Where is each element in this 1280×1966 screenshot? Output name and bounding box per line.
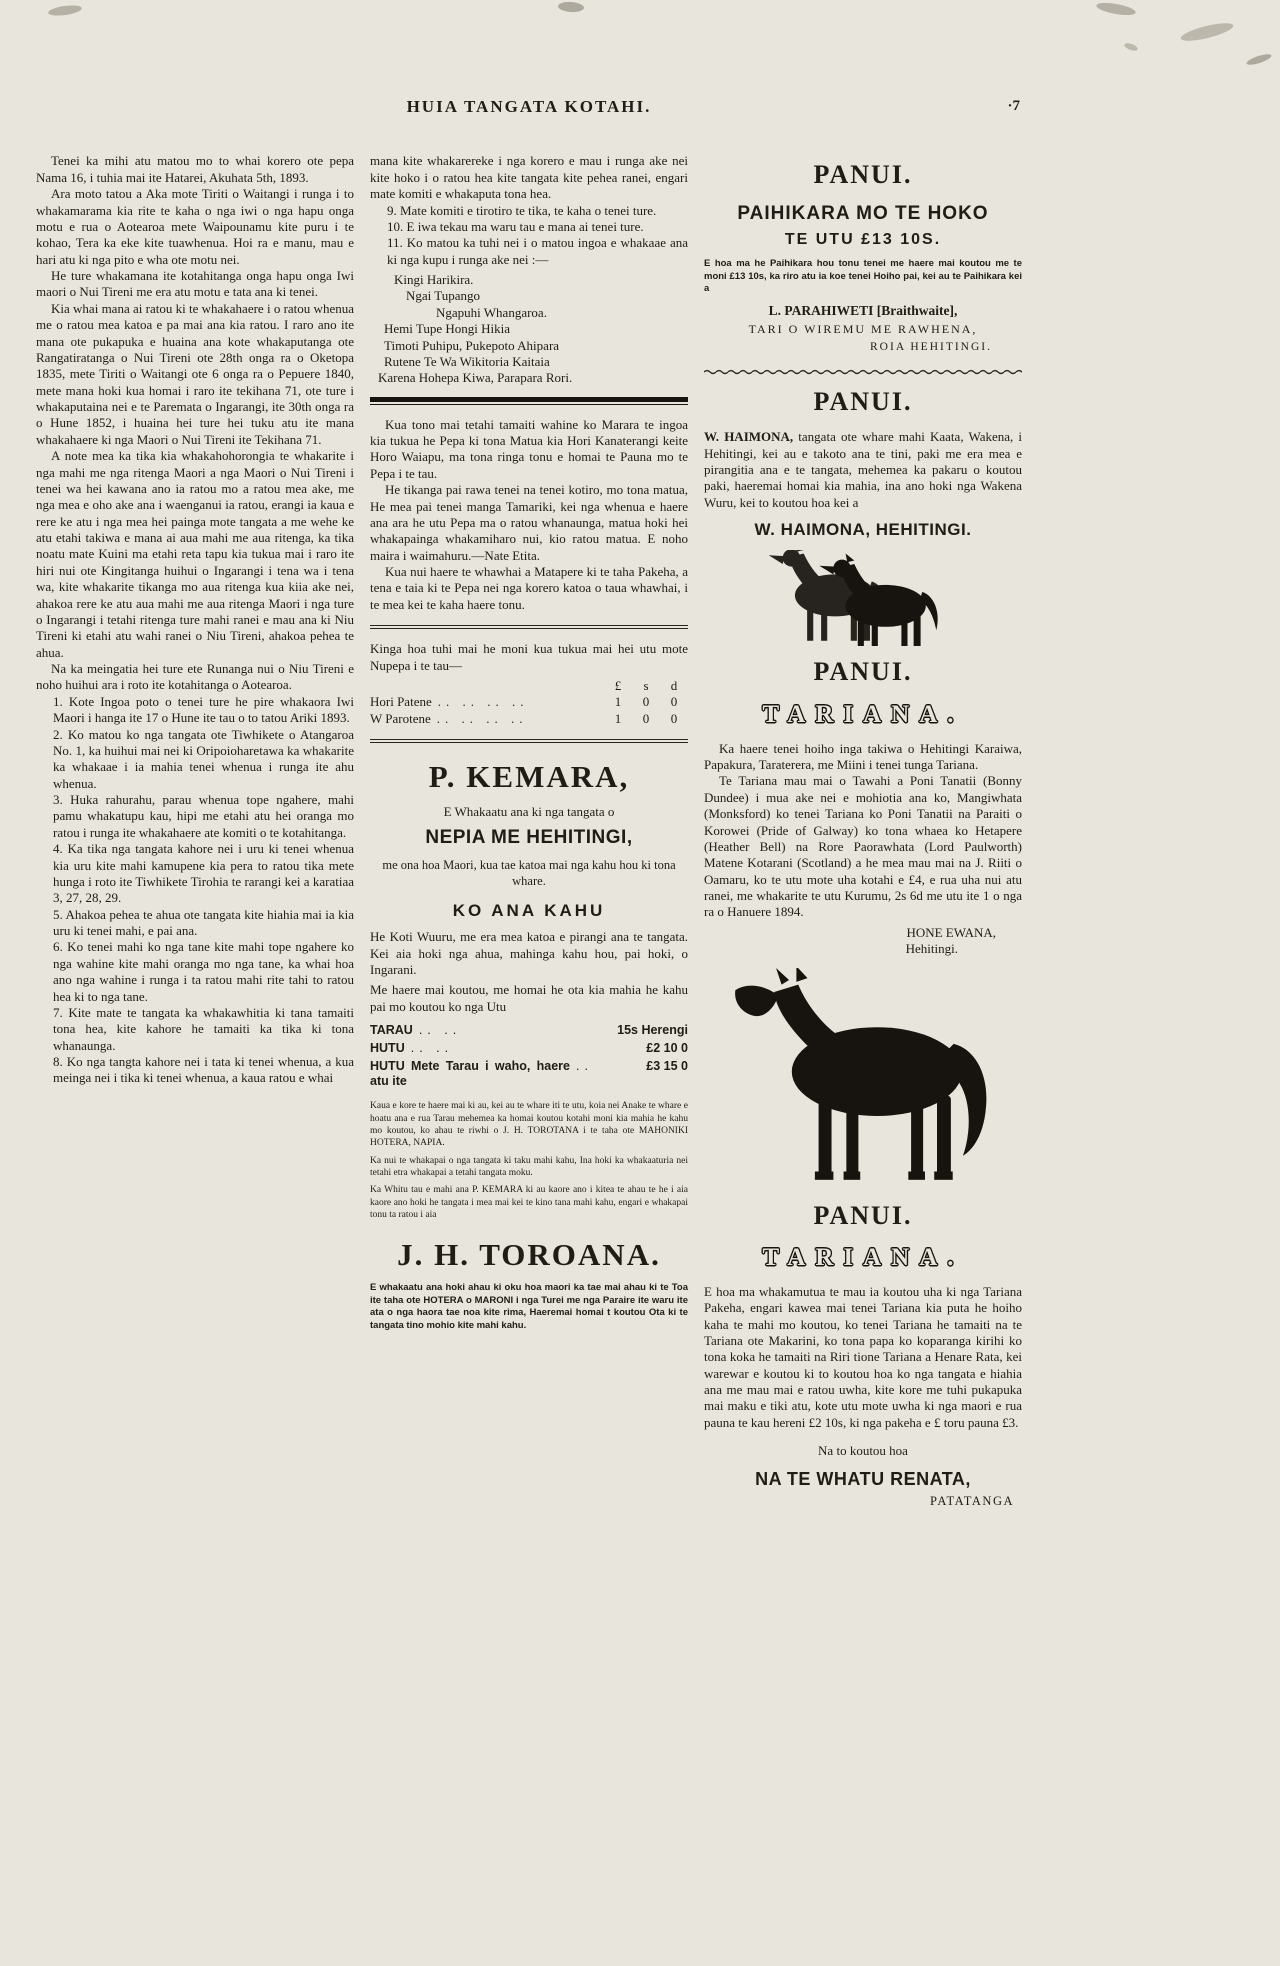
ad-signature-place: Hehitingi. bbox=[905, 941, 958, 957]
numbered-clause: 3. Huka rahurahu, parau whenua tope ngahere, mahi pamu whakatupu kau, hipi me etahi atu hei oranga mo ratou i runga ite whakahaere ate komiti o te kotahitanga. bbox=[53, 792, 354, 840]
ad-signature-place: PATATANGA bbox=[930, 1494, 1014, 1509]
table-row bbox=[370, 711, 688, 727]
price-table bbox=[370, 1023, 688, 1090]
price-row bbox=[370, 1041, 688, 1057]
numbered-clause: 4. Ka tika nga tangata kahore nei i uru ki tenei whenua kia uru kite mahi kamupene kia pera to ratou tika mete hunga i roto ite Tiwhikete Tirohia te rarangi kei a karatiaa 3, 27, 28, 29. bbox=[53, 841, 354, 906]
numbered-clause: 2. Ko matou ko nga tangata ote Tiwhikete o Atangaroa No. 1, ka huihui mai nei ki Oripoioharetawa ka whakarite ka whakaae i ia mahia tenei whenua i runga ite ahu whenua. bbox=[53, 726, 354, 791]
ad-signature-line: ROIA HEHITINGI. bbox=[870, 340, 992, 353]
paragraph: Kua nui haere te whawhai a Matapere ki te taha Pakeha, a tena e taia ki te Pepa nei nga korero katoa o taua whawhai, i te mea kei te kaha haere tonu. bbox=[370, 564, 688, 612]
scan-artifact bbox=[1123, 42, 1138, 52]
ad-title: J. H. TOROANA. bbox=[397, 1237, 661, 1273]
ad-paragraphs bbox=[704, 741, 1022, 921]
signatory-name: Ngapuhi Whangaroa. bbox=[436, 304, 547, 320]
subscription-table bbox=[370, 678, 688, 727]
amount-pound: 1 bbox=[614, 694, 622, 710]
paragraph: Te Tariana mau mai o Tawahi a Poni Tanatii (Bonny Dundee) i mua ake nei e mohiotia ana ko, Mangiwhata (Monksford) ko tenei Tariana ko Poni Tanatii na Paraiti o Korowei (Pride of Galway) ko tona whaea ko Hetapere (Heather Bell) na Rore Paorawhata (Lord Paulworth) Matene Kotarani (Scotland) a he mea mau mai na J. Riiti o Oamaru, ko te utu mote uha kotahi e £4, e rua uha nui atu ranei, me whakarite te utu Kurumu, 2s 6d me utu ite 1 o nga ra o Hanuere 1894. bbox=[704, 773, 1022, 920]
panui-heading: PANUI. bbox=[813, 1200, 913, 1230]
ad-subline: E Whakaatu ana ki nga tangata o bbox=[443, 804, 615, 820]
continuation-paragraph: mana kite whakarereke i nga korero e mau i runga ake nei kite hoko i o ratou hea kite tangata kite pehea ranei, engari mate komiti e whakaputa tona hea. bbox=[370, 153, 688, 202]
column-2 bbox=[370, 153, 688, 1337]
paragraph: Kua tono mai tetahi tamaiti wahine ko Marara te ingoa kia tukua he Pepa ki tona Matua kia Hori Kanaterangi keite Horo Waiapu, ma tona ringa tonu e homai te Pauna mo te Pepa i te tau. bbox=[370, 416, 688, 481]
dot-leaders: .. .. bbox=[418, 1023, 462, 1038]
col-header-pence: d bbox=[670, 677, 678, 693]
newspaper-title: HUIA TANGATA KOTAHI. bbox=[406, 97, 652, 116]
ad-fine-print: Kaua e kore te haere mai ki au, kei au te whare iti te utu, koia nei Anake te whare e hoatu ana e rua Tarau mehemea ka homai koutou kotahi moni kia mahia he kahu mo koutou, ko ahau te riwhi o J. H. TOROTANA i te taha ote MAHONIKI HOTERA, NAPIA. bbox=[370, 1101, 688, 1149]
column-3 bbox=[704, 153, 1022, 1510]
ad-signature-line: TARI O WIREMU ME RAWHENA, bbox=[748, 321, 978, 336]
scan-artifact bbox=[1095, 1, 1136, 18]
signatory-name: Kingi Harikira. bbox=[394, 272, 474, 288]
scan-artifact bbox=[48, 4, 83, 18]
ad-title: P. KEMARA, bbox=[428, 759, 630, 795]
ad-closing: Na to koutou hoa bbox=[818, 1443, 908, 1459]
news-paragraphs bbox=[370, 417, 688, 614]
scan-artifact bbox=[1179, 20, 1234, 45]
kemara-advertisement bbox=[370, 757, 688, 1221]
numbered-clause: 7. Kite mate te tangata ka whakawhitia ki tana tamaiti tona hea, kite kahore he tamaiti ka tika ki tona whanaunga. bbox=[53, 1004, 354, 1053]
panui-tariana-ad-1 bbox=[704, 656, 1022, 957]
paragraph: Kia whai mana ai ratou ki te whakahaere i o ratou whenua me o ratou mea katoa e pa mai ana kia ratou. I raro ano ite mana ote pukapuka e huaina ana kote whakaputanga ote Rangatiratanga o Nui Tireni ote 28th onga ra o Oketopa 1835, mete Tiriti o Waitangi ote 6 onga ra o Pepuere 1840, mete mana hoki kua homai i raro ite tekihana 71, ote ture i whakaputaina nei e te Paremata o Ingarangi, ite 30th onga ra o Hune 1852, i huaina hei ture hei tuku atu ite mana whakahaere ki nga Maori o Nui Tireni ite Tekihana 71. bbox=[36, 300, 354, 447]
paragraph: Tenei ka mihi atu matou mo to whai korero ote pepa Nama 16, i tuhia mai ite Hatarei, Akuhata 5th, 1893. bbox=[36, 153, 354, 185]
price-value: £3 15 0 bbox=[646, 1058, 688, 1073]
signatory-name: Karena Hohepa Kiwa, Parapara Rori. bbox=[378, 370, 573, 386]
divider-rule-heavy bbox=[370, 397, 688, 405]
horse-team-image bbox=[704, 550, 1022, 646]
ad-body-text: tangata ote whare mahi Kaata, Wakena, i Hehitingi, kei au e takoto ana te tini, paki me era mea e pirangitia ana e te tangata, mehemea ka pakaru o koutou paki, haeremai homai kia mahia, ina ano hoki nga Wakena Wuru, kei to koutou hoa kei a bbox=[704, 429, 1022, 510]
price-item: HUTU Mete Tarau i waho, haere atu ite bbox=[370, 1058, 570, 1089]
table-row bbox=[370, 694, 688, 710]
article-numbered-clauses bbox=[370, 203, 688, 269]
amount-shilling: 0 bbox=[642, 694, 650, 710]
signatory-name: Hemi Tupe Hongi Hikia bbox=[384, 321, 511, 337]
numbered-clause: 6. Ko tenei mahi ko nga tane kite mahi tope ngahere ko nga wahine kite mahi oranga mo nga tane, ka whai hoa ano nga wahine i runga i ta ratou mahi rite tahi to ratou hea ki to nga tane. bbox=[53, 939, 354, 1004]
numbered-clause: 9. Mate komiti e tirotiro te tika, te kaha o tenei ture. bbox=[387, 202, 657, 218]
ad-lead-name: W. HAIMONA, bbox=[704, 429, 794, 445]
paragraph: He ture whakamana ite kotahitanga onga hapu onga Iwi maori o Nui Tireni me era atu motu e tata ana ki tenei. bbox=[36, 268, 354, 300]
wavy-divider bbox=[704, 368, 1022, 376]
ad-section-heading: KO ANA KAHU bbox=[452, 900, 606, 920]
ad-signature: W. HAIMONA, HEHITINGI. bbox=[754, 520, 972, 540]
draft-horse-image bbox=[704, 968, 1022, 1190]
divider-rule bbox=[370, 739, 688, 743]
horse-team-engraving-icon bbox=[757, 550, 969, 646]
draft-horse-engraving-icon bbox=[715, 968, 1011, 1190]
numbered-clause: 11. Ko matou ka tuhi nei i o matou ingoa e whakaae ana ki nga kupu i runga ake nei :— bbox=[387, 235, 688, 267]
table-header bbox=[370, 678, 688, 694]
col-header-shilling: s bbox=[643, 677, 649, 693]
dot-leaders: .. .. .. .. bbox=[437, 694, 529, 710]
toroana-advertisement bbox=[370, 1235, 688, 1332]
panui-tariana-ad-2 bbox=[704, 1200, 1022, 1510]
ad-signature: NA TE WHATU RENATA, bbox=[755, 1468, 971, 1489]
ad-body: He Koti Wuuru, me era mea katoa e pirangi ana te tangata. Kei aia hoki nga ahua, mahinga kahu hou, pai hoki, o Ingarani. bbox=[370, 929, 688, 978]
tariana-display-heading: TARIANA. bbox=[762, 1244, 964, 1272]
signatory-list bbox=[370, 272, 688, 387]
price-value: 15s Herengi bbox=[617, 1023, 688, 1038]
signatory-name: Ngai Tupango bbox=[406, 288, 481, 304]
amount-shilling: 0 bbox=[642, 710, 650, 726]
numbered-clause: 8. Ko nga tangta kahore nei i tata ki tenei whenua, a kua meinga nei i tika ki tenei whenua, a kaua ratou e whai bbox=[53, 1054, 354, 1086]
ad-fine-print: Ka Whitu tau e mahi ana P. KEMARA ki au kaore ano i kitea te ahau te he i aia kaore ano hoki he tangata i mea mai kei te kino tana mahi kahu, engari e whakapai tonu ta ratou i aia bbox=[370, 1185, 688, 1220]
masthead bbox=[36, 96, 1022, 117]
dot-leaders: .. .. bbox=[410, 1040, 454, 1055]
dot-leaders: .. .. .. .. bbox=[436, 710, 528, 726]
signatory-name: Timoti Puhipu, Pukepoto Ahipara bbox=[384, 337, 560, 353]
panui-haimona-ad bbox=[704, 386, 1022, 540]
col-header-pound: £ bbox=[614, 677, 622, 693]
ad-fine-print: E whakaatu ana hoki ahau ki oku hoa maori ka tae mai ahau ki te Toa ite taha ote HOTERA o MARONI i nga Turei me nga Paraire ite waru ite ata o nga haora tae noa kite rima, Haeremai homai t koutou Ota ki te tangata tino mohio kite mahi kahu. bbox=[370, 1282, 688, 1331]
page-number: ·7 bbox=[1007, 98, 1020, 114]
amount-pence: 0 bbox=[670, 694, 678, 710]
page-content bbox=[36, 96, 1022, 1510]
columns bbox=[36, 153, 1022, 1510]
amount-pound: 1 bbox=[614, 710, 622, 726]
subscriber-name: W Parotene bbox=[370, 710, 431, 726]
article-paragraphs bbox=[36, 153, 354, 693]
numbered-clause: 10. E iwa tekau ma waru tau e mana ai tenei ture. bbox=[387, 218, 644, 234]
paragraph: Ara moto tatou a Aka mote Tiriti o Waitangi i runga i to whakamarama kia rite te kaha o nga iwi o nga hapu onga motu e rua o Aotearoa mete Waipounamu kite puru i te kohao, Tera ka eke kite tuawhenua. Hoi ra e manu, mau e hari atu ki nga pito e wha ote motu nei. bbox=[36, 186, 354, 267]
dot-leaders: .. bbox=[576, 1058, 593, 1073]
panui-heading: PANUI. bbox=[813, 160, 913, 190]
numbered-clause: 1. Kote Ingoa poto o tenei ture he pire whakaora Iwi Maori i hanga ite 17 o Hune ite tau o to tatou Ariki 1893. bbox=[53, 693, 354, 726]
ad-body: Me haere mai koutou, me homai he ota kia mahia he kahu pai mo koutou ko nga Utu bbox=[370, 982, 688, 1014]
ad-subline: me ona hoa Maori, kua tae katoa mai nga kahu hou ki tona whare. bbox=[382, 858, 676, 889]
scan-artifact bbox=[1246, 52, 1273, 67]
article-numbered-clauses bbox=[36, 694, 354, 1087]
paragraph: Ka haere tenei hoiho inga takiwa o Hehitingi Karaiwa, Papakura, Taraterera, me Miini i tenei tunga Tariana. bbox=[704, 740, 1022, 773]
price-item: TARAU bbox=[370, 1023, 413, 1038]
paragraph: Na ka meingatia hei ture ete Runanga nui o Niu Tireni e noho huihui ara i roto ite kotahitanga o Aotearoa. bbox=[36, 661, 354, 693]
price-row bbox=[370, 1023, 688, 1039]
numbered-clause: 5. Ahakoa pehea te ahua ote tangata kite hiahia mai ia kia uru ki tenei mahi, e pai ana. bbox=[53, 906, 354, 939]
ad-signature: HONE EWANA, bbox=[906, 924, 996, 940]
price-row bbox=[370, 1059, 688, 1091]
ad-price-line: TE UTU £13 10S. bbox=[784, 231, 942, 249]
column-1 bbox=[36, 153, 354, 1086]
ad-signature: L. PARAHIWETI [Braithwaite], bbox=[768, 302, 958, 318]
amount-pence: 0 bbox=[670, 710, 678, 726]
price-value: £2 10 0 bbox=[646, 1040, 688, 1055]
ad-title: PAIHIKARA MO TE HOKO bbox=[737, 203, 989, 225]
divider-rule bbox=[370, 625, 688, 629]
price-item: HUTU bbox=[370, 1040, 405, 1055]
panui-bicycle-ad bbox=[704, 159, 1022, 354]
ad-fine-print: Ka nui te whakapai o nga tangata ki taku mahi kahu, Ina hoki ka whakaaturia nei tetahi etra whakapai a tetahi tangata moku. bbox=[370, 1155, 688, 1178]
subscription-intro: Kinga hoa tuhi mai he moni kua tukua mai hei utu mote Nupepa i te tau— bbox=[370, 641, 688, 673]
ad-subtitle: NEPIA ME HEHITINGI, bbox=[425, 827, 633, 849]
panui-heading: PANUI. bbox=[813, 387, 913, 417]
ad-body bbox=[704, 429, 1022, 511]
ad-body: E hoa ma whakamutua te mau ia koutou uha ki nga Tariana Pakeha, engari kawea mai tenei Tariana kia puta he hoiho kaha te mahi mo koutou, ko tenei Tariana he tamaiti na te Tariana ote Makarini, ko tona papa ko koparanga kirihi ko tona koka he tamaiti na Riri tione Tariana a Henare Rata, kei warewar e koutou ki to koutou hoa ko nga tangata e hiahia ana me mau mai e ratou uwha, kite kore me tuhi pukapuka mai maku e tiki atu, kote utu mote uwha ki nga maori e rua pauna te kau hereni £2 10s, ki nga pakeha e £ toru pauna £3. bbox=[704, 1283, 1022, 1430]
tariana-display-heading: TARIANA. bbox=[762, 701, 964, 729]
ad-body: E hoa ma he Paihikara hou tonu tenei me haere mai koutou me te moni £13 10s, ka riro atu ia koe tenei Hoiho pai, kei au te Paihikara kei a bbox=[704, 258, 1022, 295]
subscriber-name: Hori Patene bbox=[370, 694, 432, 710]
paragraph: He tikanga pai rawa tenei na tenei kotiro, mo tona matua, He mea pai tenei manga Tamariki, kei nga whenua e haere ana ara he utu Pepa ma o ratou whanaunga, matua hoki hei whakapainga whakamiharo nui, kio ratou matua. E noho maira i waimahuru.—Nate Etita. bbox=[370, 482, 688, 563]
paragraph: A note mea ka tika kia whakahohorongia te whakarite i nga mahi me nga ritenga Maori a nga Maori o Nui Tireni i tenei wa hei kawana ano ia ratou mo a ratou mea ake, me nga mea e oho ake ana i waenganui ia ratou, erangi ia kaua e rere ke atu i nga mea hei painga mote tangata a me wehe ke atu etahi takiwa e mana ai aua mahi me aua ritenga, ka tika noatu mate Kuini ma etahi reta tapu kia tukua mai i raro ite hiri nui ote Kingitanga huihui o Ingarangi i tena wa i tena wa, kite whakarite tikanga mo aua ritenga kua kiia ake nei, ahakoa rere ke atu aua mahi me aua ritenga Maori i nga ture o Ingarangi i tetahi ritenga ture mahi ranei e mau ana ki Niu Tireni ki etahi atu wahi ranei o Niu Tireni, ahakoa pehea te ahua. bbox=[36, 448, 354, 660]
panui-heading: PANUI. bbox=[813, 657, 913, 687]
scan-artifact bbox=[558, 1, 585, 13]
signatory-name: Rutene Te Wa Wikitoria Kaitaia bbox=[384, 353, 550, 369]
